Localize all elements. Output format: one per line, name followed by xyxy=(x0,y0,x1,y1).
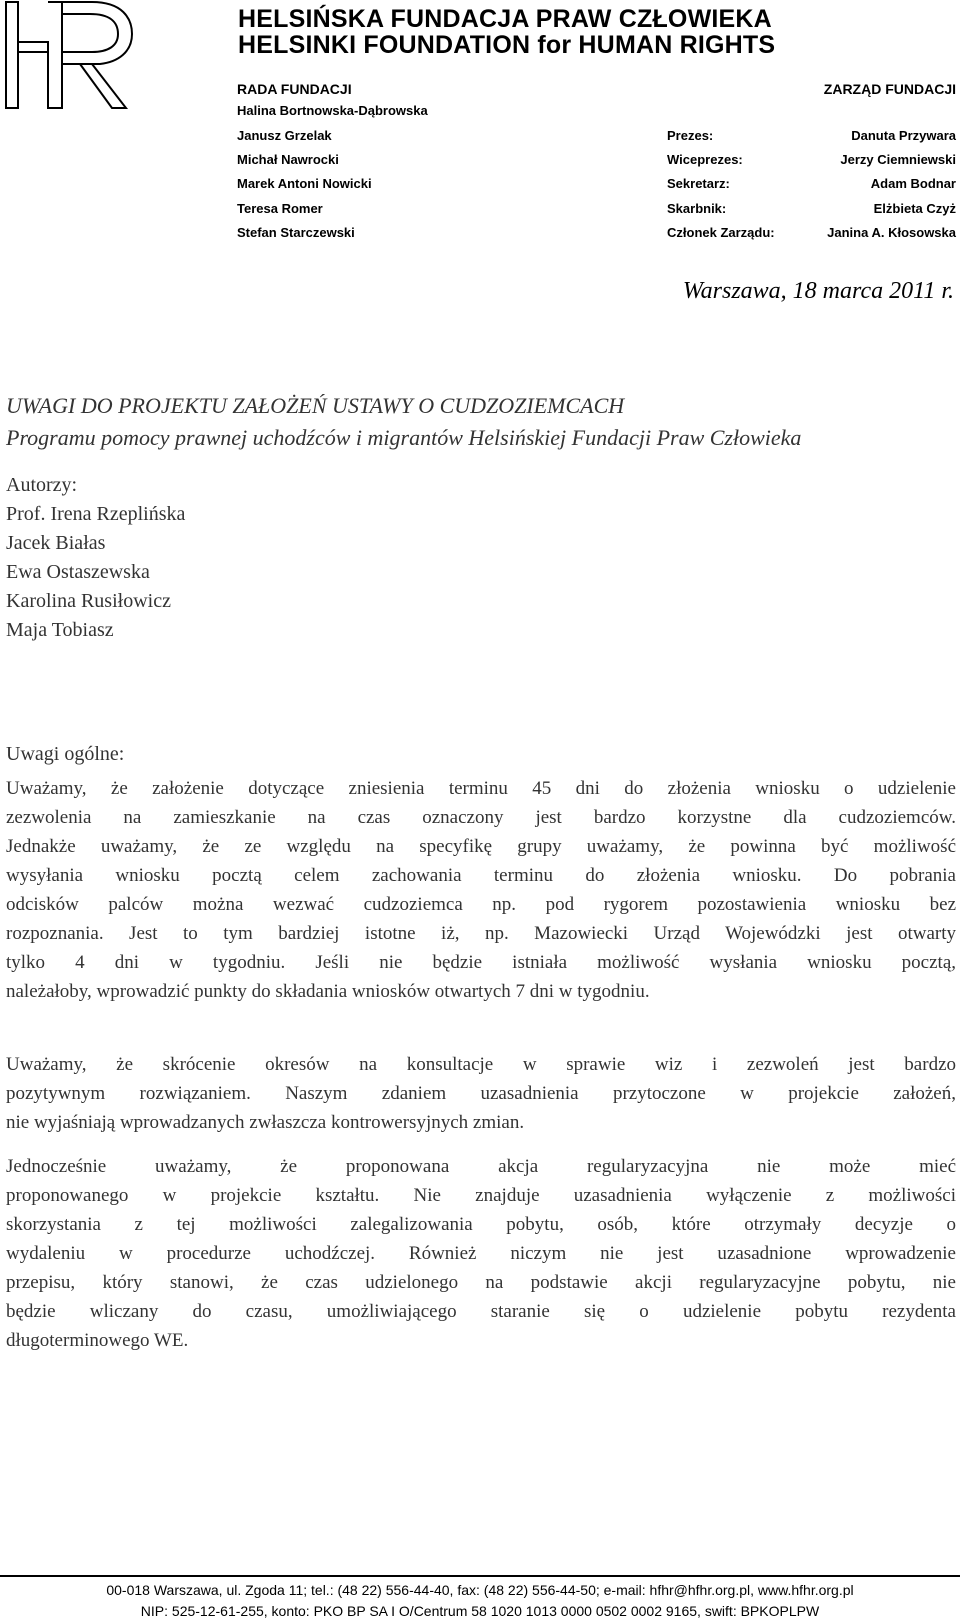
paragraph-line: rozpoznania. Jest to tym bardziej istotne iż, np. Mazowiecki Urząd Wojewódzki jest otwarty xyxy=(6,923,956,944)
section-heading: Uwagi ogólne: xyxy=(6,743,125,765)
document-subtitle-line: Programu pomocy prawnej uchodźców i migrantów Helsińskiej Fundacji Praw Człowieka xyxy=(6,425,802,450)
author-name: Ewa Ostaszewska xyxy=(6,561,150,583)
footer-divider xyxy=(0,1575,960,1577)
zarzad-role: Prezes: xyxy=(667,128,714,143)
rada-member: Halina Bortnowska-Dąbrowska xyxy=(237,103,428,118)
rada-heading: RADA FUNDACJI xyxy=(237,81,352,97)
document-title xyxy=(6,390,801,454)
zarzad-name: Jerzy Ciemniewski xyxy=(840,152,956,167)
rada-member: Michał Nawrocki xyxy=(237,152,339,167)
paragraph xyxy=(6,774,956,1006)
zarzad-name: Janina A. Kłosowska xyxy=(827,225,956,240)
paragraph-line: proponowanego w projekcie kształtu. Nie znajduje uzasadnienia wyłączenie z możliwości xyxy=(6,1185,956,1206)
footer-address: 00-018 Warszawa, ul. Zgoda 11; tel.: (48 22) 556-44-40, fax: (48 22) 556-44-50; e-mail: hfhr@hfhr.org.pl, www.hfhr.org.pl xyxy=(106,1582,854,1598)
zarzad-name: Adam Bodnar xyxy=(870,176,956,191)
paragraph-line: Jednocześnie uważamy, że proponowana akcja regularyzacyjna nie może mieć xyxy=(6,1156,956,1177)
rada-member: Marek Antoni Nowicki xyxy=(237,176,372,191)
rada-member: Teresa Romer xyxy=(237,201,323,216)
authors-block xyxy=(6,471,185,645)
paragraph xyxy=(6,1152,956,1355)
paragraph-line: wydaleniu w procedurze uchodźczej. Również niczym nie jest uzasadnione wprowadzenie xyxy=(6,1243,956,1264)
paragraph-line: należałoby, wprowadzić punkty do składania wniosków otwartych 7 dni w tygodniu. xyxy=(6,981,650,1002)
author-name: Maja Tobiasz xyxy=(6,619,114,641)
zarzad-name: Danuta Przywara xyxy=(851,128,956,143)
paragraph-line: Uważamy, że skrócenie okresów na konsultacje w sprawie wiz i zezwoleń jest bardzo xyxy=(6,1054,956,1075)
zarzad-role: Członek Zarządu: xyxy=(667,225,775,240)
author-name: Jacek Białas xyxy=(6,532,106,554)
paragraph-line: przepisu, który stanowi, że czas udzielonego na podstawie akcji regularyzacyjne pobytu, nie xyxy=(6,1272,956,1293)
paragraph-line: tylko 4 dni w tygodniu. Jeśli nie będzie istniała możliwość wysłania wniosku pocztą, xyxy=(6,952,956,973)
hfhr-logo xyxy=(0,0,140,112)
paragraph xyxy=(6,1050,956,1137)
rada-member: Stefan Starczewski xyxy=(237,225,355,240)
zarzad-role: Skarbnik: xyxy=(667,201,727,216)
author-name: Karolina Rusiłowicz xyxy=(6,590,171,612)
authors-label: Autorzy: xyxy=(6,474,78,496)
paragraph-line: Jednakże uważamy, że ze względu na specyfikę grupy uważamy, że powinna być możliwość xyxy=(6,836,956,857)
footer-bank-details: NIP: 525-12-61-255, konto: PKO BP SA I O/Centrum 58 1020 1013 0000 0502 0002 9165, swift: BPKOPLPW xyxy=(140,1603,820,1619)
paragraph-line: wysyłania wniosku pocztą celem zachowania terminu do złożenia wniosku. Do pobrania xyxy=(6,865,956,886)
org-title-polish: HELSIŃSKA FUNDACJA PRAW CZŁOWIEKA xyxy=(238,5,772,33)
paragraph-line: długoterminowego WE. xyxy=(6,1330,189,1351)
paragraph-line: odcisków palców można wezwać cudzoziemca np. pod rygorem pozostawienia wniosku bez xyxy=(6,894,956,915)
paragraph-line: będzie wliczany do czasu, umożliwiającego staranie się o udzielenie pobytu rezydenta xyxy=(6,1301,956,1322)
zarzad-heading: ZARZĄD FUNDACJI xyxy=(823,81,956,97)
paragraph-line: skorzystania z tej możliwości zalegalizowania pobytu, osób, które otrzymały decyzje o xyxy=(6,1214,956,1235)
zarzad-role: Sekretarz: xyxy=(667,176,730,191)
document-title-line: UWAGI DO PROJEKTU ZAŁOŻEŃ USTAWY O CUDZOZIEMCACH xyxy=(6,393,625,418)
paragraph-line: pozytywnym rozwiązaniem. Naszym zdaniem uzasadnienia przytoczone w projekcie założeń, xyxy=(6,1083,956,1104)
document-date: Warszawa, 18 marca 2011 r. xyxy=(682,278,954,304)
zarzad-role: Wiceprezes: xyxy=(667,152,743,167)
paragraph-line: nie wyjaśniają wprowadzanych zwłaszcza kontrowersyjnych zmian. xyxy=(6,1112,525,1133)
rada-member: Janusz Grzelak xyxy=(237,128,332,143)
paragraph-line: zezwolenia na zamieszkanie na czas oznaczony jest bardzo korzystne dla cudzoziemców. xyxy=(6,807,956,828)
author-name: Prof. Irena Rzeplińska xyxy=(6,503,186,525)
paragraph-line: Uważamy, że założenie dotyczące zniesienia terminu 45 dni do złożenia wniosku o udzielenie xyxy=(6,778,956,799)
zarzad-name: Elżbieta Czyż xyxy=(873,201,956,216)
org-title-english: HELSINKI FOUNDATION for HUMAN RIGHTS xyxy=(238,31,776,59)
